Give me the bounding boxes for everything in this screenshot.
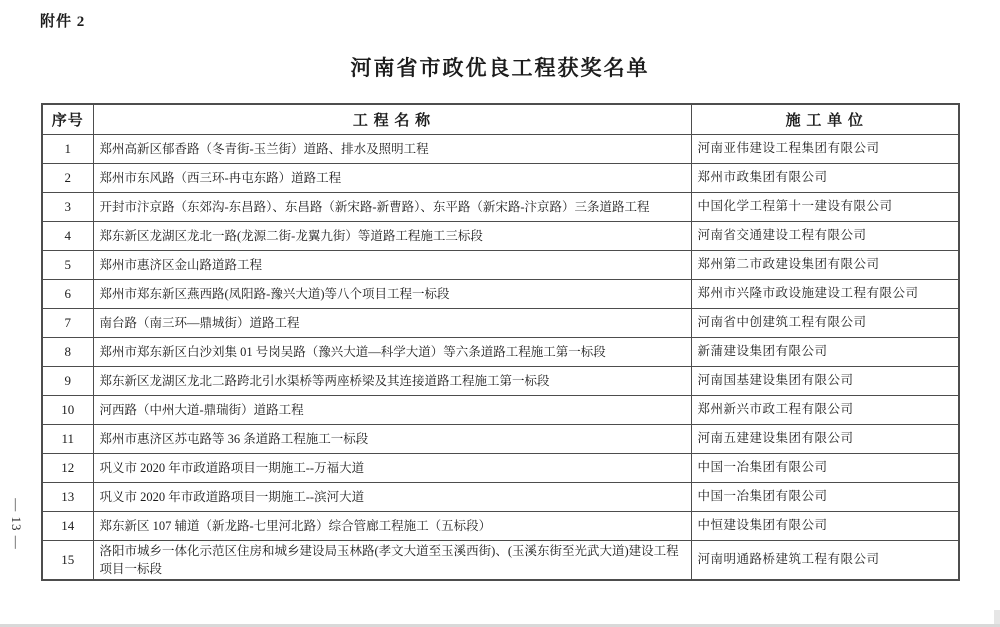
cell-project-name: 南台路（南三环—鼎城街）道路工程 (93, 309, 691, 338)
page-number: — 13 — (9, 498, 24, 550)
cell-serial-number: 15 (42, 541, 93, 581)
cell-construction-unit: 中国一冶集团有限公司 (691, 483, 959, 512)
cell-construction-unit: 中国化学工程第十一建设有限公司 (691, 193, 959, 222)
cell-construction-unit: 中国一冶集团有限公司 (691, 454, 959, 483)
table-row (42, 251, 959, 280)
table-row (42, 164, 959, 193)
cell-serial-number: 5 (42, 251, 93, 280)
cell-project-name: 洛阳市城乡一体化示范区住房和城乡建设局玉林路(孝文大道至玉溪西街)、(玉溪东街至光武大道)建设工程项目一标段 (93, 541, 691, 581)
cell-serial-number: 7 (42, 309, 93, 338)
cell-construction-unit: 河南明通路桥建筑工程有限公司 (691, 541, 959, 581)
cell-project-name: 郑州市惠济区苏屯路等 36 条道路工程施工一标段 (93, 425, 691, 454)
award-table (41, 103, 960, 581)
cell-serial-number: 4 (42, 222, 93, 251)
cell-project-name: 郑州市东风路（西三环-冉屯东路）道路工程 (93, 164, 691, 193)
table-row (42, 280, 959, 309)
cell-construction-unit: 河南五建建设集团有限公司 (691, 425, 959, 454)
table-row (42, 193, 959, 222)
attachment-label: 附件 2 (40, 14, 86, 30)
cell-serial-number: 13 (42, 483, 93, 512)
table-row (42, 309, 959, 338)
table-row (42, 338, 959, 367)
table-row (42, 222, 959, 251)
cell-serial-number: 11 (42, 425, 93, 454)
cell-serial-number: 8 (42, 338, 93, 367)
cell-project-name: 郑州市郑东新区燕西路(凤阳路-豫兴大道)等八个项目工程一标段 (93, 280, 691, 309)
cell-construction-unit: 郑州第二市政建设集团有限公司 (691, 251, 959, 280)
cell-project-name: 郑州高新区郁香路（冬青街-玉兰街）道路、排水及照明工程 (93, 135, 691, 164)
table-row (42, 512, 959, 541)
cell-construction-unit: 河南亚伟建设工程集团有限公司 (691, 135, 959, 164)
table-body (42, 135, 959, 581)
cell-serial-number: 1 (42, 135, 93, 164)
cell-project-name: 郑州市郑东新区白沙刘集 01 号岗吴路（豫兴大道—科学大道）等六条道路工程施工第一标段 (93, 338, 691, 367)
cell-project-name: 郑东新区龙湖区龙北一路(龙源二街-龙翼九街）等道路工程施工三标段 (93, 222, 691, 251)
table-row (42, 135, 959, 164)
cell-serial-number: 10 (42, 396, 93, 425)
cell-serial-number: 9 (42, 367, 93, 396)
header-serial-number: 序号 (42, 104, 93, 135)
cell-construction-unit: 郑州市政集团有限公司 (691, 164, 959, 193)
cell-project-name: 郑州市惠济区金山路道路工程 (93, 251, 691, 280)
cell-construction-unit: 河南省中创建筑工程有限公司 (691, 309, 959, 338)
cell-project-name: 巩义市 2020 年市政道路项目一期施工--滨河大道 (93, 483, 691, 512)
cell-serial-number: 6 (42, 280, 93, 309)
cell-project-name: 巩义市 2020 年市政道路项目一期施工--万福大道 (93, 454, 691, 483)
header-construction-unit: 施 工 单 位 (691, 104, 959, 135)
cell-project-name: 河西路（中州大道-鼎瑞街）道路工程 (93, 396, 691, 425)
cell-serial-number: 12 (42, 454, 93, 483)
cell-project-name: 郑东新区 107 辅道（新龙路-七里河北路）综合管廊工程施工（五标段） (93, 512, 691, 541)
cell-serial-number: 14 (42, 512, 93, 541)
table-row (42, 367, 959, 396)
header-project-name: 工 程 名 称 (93, 104, 691, 135)
cell-construction-unit: 新蒲建设集团有限公司 (691, 338, 959, 367)
table-row (42, 541, 959, 581)
cell-construction-unit: 河南省交通建设工程有限公司 (691, 222, 959, 251)
table-row (42, 396, 959, 425)
table-row (42, 425, 959, 454)
table-row (42, 454, 959, 483)
cell-construction-unit: 河南国基建设集团有限公司 (691, 367, 959, 396)
table-header-row (42, 104, 959, 135)
table-row (42, 483, 959, 512)
cell-construction-unit: 中恒建设集团有限公司 (691, 512, 959, 541)
cell-construction-unit: 郑州市兴隆市政设施建设工程有限公司 (691, 280, 959, 309)
cell-project-name: 开封市汴京路（东郊沟-东昌路）、东昌路（新宋路-新曹路）、东平路（新宋路-汴京路）三条道路工程 (93, 193, 691, 222)
cell-construction-unit: 郑州新兴市政工程有限公司 (691, 396, 959, 425)
cell-serial-number: 2 (42, 164, 93, 193)
cell-serial-number: 3 (42, 193, 93, 222)
page-title: 河南省市政优良工程获奖名单 (350, 56, 650, 80)
cell-project-name: 郑东新区龙湖区龙北二路跨北引水渠桥等两座桥梁及其连接道路工程施工第一标段 (93, 367, 691, 396)
